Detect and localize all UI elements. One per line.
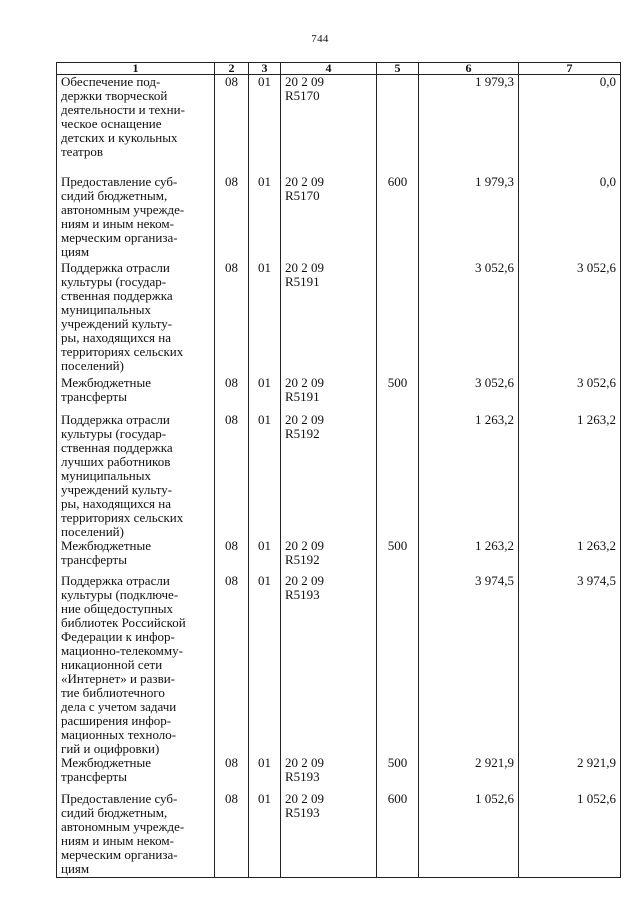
table-row xyxy=(57,261,621,376)
row-amount-1: 1 979,3 xyxy=(419,175,519,261)
row-target-code: 20 2 09 R5193 xyxy=(281,574,377,756)
row-expense-type xyxy=(377,75,419,175)
table-row xyxy=(57,75,621,175)
row-expense-type: 600 xyxy=(377,175,419,261)
row-amount-1: 1 263,2 xyxy=(419,413,519,539)
row-section: 08 xyxy=(215,261,249,376)
row-amount-1: 3 974,5 xyxy=(419,574,519,756)
row-amount-1: 3 052,6 xyxy=(419,376,519,413)
row-expense-type: 500 xyxy=(377,756,419,792)
row-expense-type xyxy=(377,574,419,756)
table-row xyxy=(57,539,621,574)
row-amount-2: 1 263,2 xyxy=(519,413,621,539)
row-subsection: 01 xyxy=(249,376,281,413)
row-subsection: 01 xyxy=(249,75,281,175)
row-amount-2: 1 052,6 xyxy=(519,792,621,878)
row-name: Межбюджетные трансферты xyxy=(57,756,215,792)
row-amount-2: 3 052,6 xyxy=(519,376,621,413)
table-header-row xyxy=(57,63,621,75)
row-subsection: 01 xyxy=(249,261,281,376)
row-target-code: 20 2 09 R5191 xyxy=(281,261,377,376)
row-name: Поддержка отрасли культуры (государ- ственная поддержка муниципальных учреждений культу- ры, находящихся на территориях сельских поселений) xyxy=(57,261,215,376)
row-section: 08 xyxy=(215,756,249,792)
row-subsection: 01 xyxy=(249,792,281,878)
column-header: 4 xyxy=(281,63,377,75)
row-expense-type: 500 xyxy=(377,376,419,413)
row-target-code: 20 2 09 R5192 xyxy=(281,539,377,574)
row-section: 08 xyxy=(215,413,249,539)
table-row xyxy=(57,376,621,413)
row-name: Предоставление суб- сидий бюджетным, автономным учрежде- ниям и иным неком- мерческим организа- циям xyxy=(57,175,215,261)
row-target-code: 20 2 09 R5170 xyxy=(281,175,377,261)
row-section: 08 xyxy=(215,574,249,756)
row-expense-type xyxy=(377,413,419,539)
table-row xyxy=(57,756,621,792)
row-section: 08 xyxy=(215,175,249,261)
row-amount-1: 1 263,2 xyxy=(419,539,519,574)
row-amount-1: 1 052,6 xyxy=(419,792,519,878)
row-amount-1: 2 921,9 xyxy=(419,756,519,792)
row-amount-2: 2 921,9 xyxy=(519,756,621,792)
row-name: Межбюджетные трансферты xyxy=(57,376,215,413)
row-target-code: 20 2 09 R5193 xyxy=(281,756,377,792)
column-header: 2 xyxy=(215,63,249,75)
row-subsection: 01 xyxy=(249,175,281,261)
row-section: 08 xyxy=(215,75,249,175)
budget-table xyxy=(56,62,621,878)
row-subsection: 01 xyxy=(249,413,281,539)
row-amount-2: 1 263,2 xyxy=(519,539,621,574)
row-name: Межбюджетные трансферты xyxy=(57,539,215,574)
row-name: Предоставление суб- сидий бюджетным, автономным учрежде- ниям и иным неком- мерческим организа- циям xyxy=(57,792,215,878)
row-amount-2: 3 974,5 xyxy=(519,574,621,756)
column-header: 3 xyxy=(249,63,281,75)
row-expense-type: 500 xyxy=(377,539,419,574)
column-header: 6 xyxy=(419,63,519,75)
row-target-code: 20 2 09 R5170 xyxy=(281,75,377,175)
row-subsection: 01 xyxy=(249,574,281,756)
row-expense-type: 600 xyxy=(377,792,419,878)
row-amount-2: 0,0 xyxy=(519,75,621,175)
row-amount-1: 1 979,3 xyxy=(419,75,519,175)
row-name: Поддержка отрасли культуры (государ- ственная поддержка лучших работников муниципальных учреждений культу- ры, находящихся на территориях сельских поселений) xyxy=(57,413,215,539)
row-amount-1: 3 052,6 xyxy=(419,261,519,376)
table-row xyxy=(57,175,621,261)
row-section: 08 xyxy=(215,792,249,878)
column-header: 7 xyxy=(519,63,621,75)
table-row xyxy=(57,792,621,878)
row-target-code: 20 2 09 R5193 xyxy=(281,792,377,878)
row-amount-2: 0,0 xyxy=(519,175,621,261)
row-name: Обеспечение под- держки творческой деятельности и техни- ческое оснащение детских и кукольных театров xyxy=(57,75,215,175)
row-target-code: 20 2 09 R5191 xyxy=(281,376,377,413)
row-section: 08 xyxy=(215,376,249,413)
table-row xyxy=(57,413,621,539)
table-row xyxy=(57,574,621,756)
row-target-code: 20 2 09 R5192 xyxy=(281,413,377,539)
row-subsection: 01 xyxy=(249,539,281,574)
row-name: Поддержка отрасли культуры (подключе- ние общедоступных библиотек Российской Федерации к инфор- мационно-телекомму- никационной сети «Интернет» и разви- тие библиотечного дела с учетом задачи расширения инфор- мационных техноло- гий и оцифровки) xyxy=(57,574,215,756)
column-header: 1 xyxy=(57,63,215,75)
row-subsection: 01 xyxy=(249,756,281,792)
row-expense-type xyxy=(377,261,419,376)
row-amount-2: 3 052,6 xyxy=(519,261,621,376)
row-section: 08 xyxy=(215,539,249,574)
page-number: 744 xyxy=(311,33,329,45)
column-header: 5 xyxy=(377,63,419,75)
